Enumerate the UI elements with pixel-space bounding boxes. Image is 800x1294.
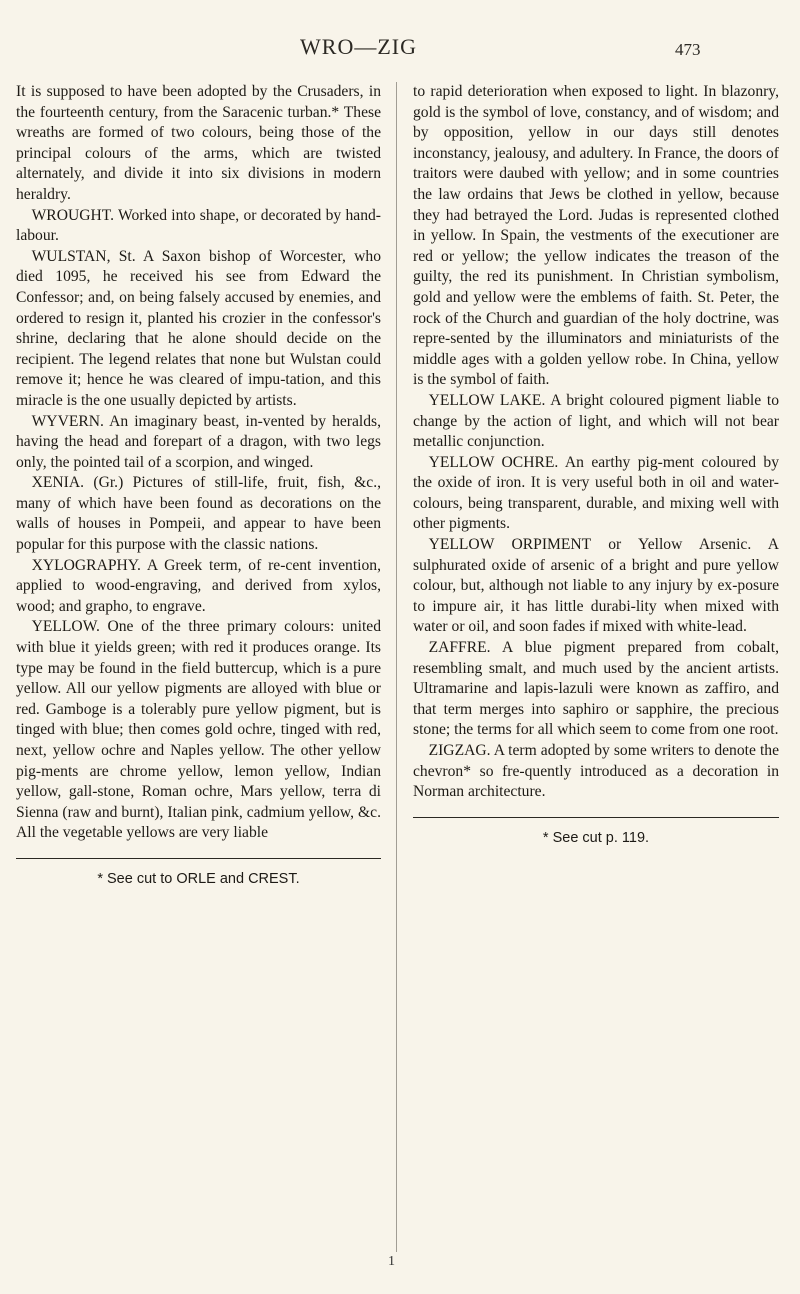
entry-yellow: YELLOW. One of the three primary colours: united with blue it yields green; with red it produces orange. Its type may be found in the field buttercup, which is a pure yellow. All our yellow pigments are alloyed with blue or red. Gamboge is a tolerably pure yellow pigment, but is tinged with blue; then comes gold ochre, tinged with red, next, yellow ochre and Naples yellow. The other yellow pig-ments are chrome yellow, lemon yellow, Indian yellow, gall-stone, Roman ochre, Mars yellow, terra di Sienna (raw and burnt), Italian pink, cadmium yellow, &c. All the vegetable yellows are very liable — [16, 618, 381, 842]
footnote-rule-left — [16, 858, 381, 859]
entry-xenia: XENIA. (Gr.) Pictures of still-life, fruit, fish, &c., many of which have been found as decorations on the walls of houses in Pompeii, and appear to have been popular for this purpose with the classic nations. — [16, 474, 381, 554]
entry-yellow-orpiment: YELLOW ORPIMENT or Yellow Arsenic. A sulphurated oxide of arsenic of a bright and pure yellow colour, but, although not liable to any injury by ex-posure to impure air, it has little durabi-lity when mixed with water or oil, and soon fades if mixed with white-lead. — [413, 536, 779, 636]
running-headword: WRO—ZIG — [300, 34, 417, 59]
entry-yellow-ochre: YELLOW OCHRE. An earthy pig-ment coloured by the oxide of iron. It is very useful both in oil and water-colours, being transparent, durable, and mixing well with other pigments. — [413, 453, 779, 533]
footnote-right: * See cut p. 119. — [542, 829, 650, 846]
right-column — [413, 82, 779, 848]
page-number: 473 — [675, 40, 701, 59]
footnote-rule-right — [413, 817, 779, 818]
entry-wrought: WROUGHT. Worked into shape, or decorated by hand-labour. — [16, 206, 381, 245]
running-head — [0, 28, 800, 68]
paragraph-yellow-continued: to rapid deterioration when exposed to light. In blazonry, gold is the symbol of love, constancy, and of wisdom; and by opposition, yellow in our days still denotes inconstancy, jealousy, and adultery. In France, the doors of traitors were daubed with yellow; and in some countries the law ordains that Jews be clothed in yellow, because they had betrayed the Lord. Judas is represented clothed in yellow. In Spain, the vestments of the executioner are red or yellow; the yellow indicates the treason of the guilty, the red its punishment. In Christian symbolism, gold and yellow were the emblems of faith. St. Peter, the rock of the Church and guardian of the holy doctrine, was repre-sented by the illuminators and miniaturists of the middle ages with a golden yellow robe. In China, yellow is the symbol of faith. — [413, 83, 779, 389]
column-divider — [396, 82, 397, 1252]
left-column — [16, 82, 381, 890]
page-mark: 1 — [388, 1254, 395, 1269]
entry-wyvern: WYVERN. An imaginary beast, in-vented by heralds, having the head and forepart of a dragon, with two legs only, the pointed tail of a scorpion, and winged. — [16, 412, 381, 471]
entry-yellow-lake: YELLOW LAKE. A bright coloured pigment liable to change by the action of light, and which will not bear metallic conjunction. — [413, 391, 779, 451]
paragraph-crusaders: It is supposed to have been adopted by the Crusaders, in the fourteenth century, from the Saracenic turban.* These wreaths are formed of two colours, being those of the principal colours of the arms, which are twisted alternately, and divide it into six divisions in modern heraldry. — [16, 83, 381, 203]
entry-zigzag: ZIGZAG. A term adopted by some writers to denote the chevron* so fre-quently introduced as a decoration in Norman architecture. — [413, 742, 779, 801]
entry-wulstan: WULSTAN, St. A Saxon bishop of Worcester, who died 1095, he received his see from Edward the Confessor; and, on being falsely accused by enemies, and ordered to resign it, planted his crozier in the confessor's shrine, declaring that he alone should decide on the recipient. The legend relates that none but Wulstan could remove it; hence he was cleared of impu-tation, and this miracle is the one usually depicted by artists. — [16, 247, 381, 409]
entry-xylography: XYLOGRAPHY. A Greek term, of re-cent invention, applied to wood-engraving, and derived from xylos, wood; and grapho, to engrave. — [16, 556, 381, 615]
entry-zaffre: ZAFFRE. A blue pigment prepared from cobalt, resembling smalt, and much used by the ancient artists. Ultramarine and lapis-lazuli were known as zaffiro, and that term merges into saphiro or sapphire, the precious stone; the terms for all which seem to come from one root. — [413, 639, 779, 739]
footnote-left: * See cut to ORLE and CREST. — [97, 870, 300, 887]
